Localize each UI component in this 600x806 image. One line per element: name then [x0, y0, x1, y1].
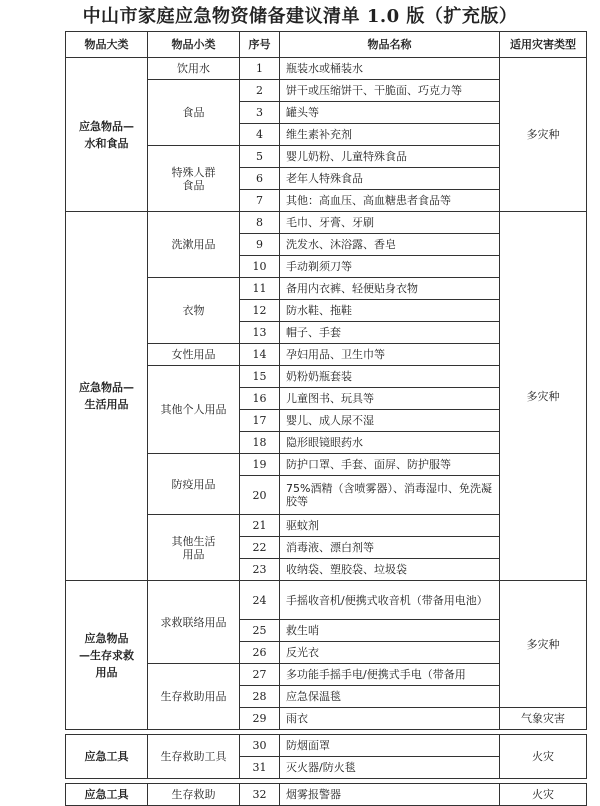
category-living — [66, 212, 148, 581]
item-name: 维生素补充剂 — [280, 124, 500, 146]
item-name: 雨衣 — [280, 708, 500, 730]
disaster-type: 火灾 — [500, 735, 587, 779]
disaster-type: 火灾 — [500, 784, 587, 806]
category-survival — [66, 581, 148, 730]
item-number: 13 — [240, 322, 280, 344]
item-number: 17 — [240, 410, 280, 432]
item-number: 22 — [240, 537, 280, 559]
item-number: 2 — [240, 80, 280, 102]
item-name: 手摇收音机/便携式收音机（带备用电池） — [280, 581, 500, 620]
category-label: 应急物品— 水和食品 — [79, 119, 134, 150]
item-number: 30 — [240, 735, 280, 757]
table-header-row — [66, 32, 587, 58]
subcategory-survival-aid-tool: 生存救助工具 — [148, 735, 240, 779]
item-number: 21 — [240, 515, 280, 537]
category-label: 应急物品 —生存求救 用品 — [79, 631, 134, 679]
item-name: 孕妇用品、卫生巾等 — [280, 344, 500, 366]
disaster-type: 多灾种 — [500, 581, 587, 708]
item-number: 12 — [240, 300, 280, 322]
item-number: 29 — [240, 708, 280, 730]
item-number: 14 — [240, 344, 280, 366]
item-name: 防烟面罩 — [280, 735, 500, 757]
item-number: 19 — [240, 454, 280, 476]
item-number: 1 — [240, 58, 280, 80]
item-number: 7 — [240, 190, 280, 212]
item-name: 瓶装水或桶装水 — [280, 58, 500, 80]
subcategory-drink: 饮用水 — [148, 58, 240, 80]
subcategory-rescue-contact: 求救联络用品 — [148, 581, 240, 664]
header-category: 物品大类 — [66, 32, 148, 58]
item-name: 反光衣 — [280, 642, 500, 664]
subcategory-survival-rescue: 生存救助 — [148, 784, 240, 806]
item-number: 16 — [240, 388, 280, 410]
disaster-type: 多灾种 — [500, 58, 587, 212]
subcategory-epidemic: 防疫用品 — [148, 454, 240, 515]
item-number: 18 — [240, 432, 280, 454]
subcategory-label: 其他生活 用品 — [171, 534, 216, 561]
table-row — [66, 58, 587, 80]
disaster-type: 多灾种 — [500, 212, 587, 581]
header-item-name: 物品名称 — [280, 32, 500, 58]
disaster-type: 气象灾害 — [500, 708, 587, 730]
item-number: 11 — [240, 278, 280, 300]
supply-table — [65, 31, 587, 806]
item-name: 烟雾报警器 — [280, 784, 500, 806]
item-name: 手动剃须刀等 — [280, 256, 500, 278]
header-disaster-type: 适用灾害类型 — [500, 32, 587, 58]
item-name: 儿童图书、玩具等 — [280, 388, 500, 410]
subcategory-special-food — [148, 146, 240, 212]
item-number: 15 — [240, 366, 280, 388]
item-number: 9 — [240, 234, 280, 256]
table-row — [66, 212, 587, 234]
item-name: 其他：高血压、高血糖患者食品等 — [280, 190, 500, 212]
item-name: 罐头等 — [280, 102, 500, 124]
header-number: 序号 — [240, 32, 280, 58]
item-name: 防护口罩、手套、面屏、防护服等 — [280, 454, 500, 476]
category-label: 应急物品— 生活用品 — [79, 381, 134, 411]
subcategory-survival-aid: 生存救助用品 — [148, 664, 240, 730]
item-number: 32 — [240, 784, 280, 806]
item-name: 多功能手摇手电/便携式手电（带备用 — [280, 664, 500, 686]
header-subcategory: 物品小类 — [148, 32, 240, 58]
item-number: 8 — [240, 212, 280, 234]
page-title: 中山市家庭应急物资储备建议清单 1.0 版（扩充版） — [82, 6, 518, 27]
item-number: 31 — [240, 757, 280, 779]
subcategory-clothes: 衣物 — [148, 278, 240, 344]
item-name: 消毒液、漂白剂等 — [280, 537, 500, 559]
item-number: 24 — [240, 581, 280, 620]
category-tools: 应急工具 — [66, 735, 148, 779]
item-number: 25 — [240, 620, 280, 642]
item-name: 防水鞋、拖鞋 — [280, 300, 500, 322]
item-name: 驱蚊剂 — [280, 515, 500, 537]
item-name: 婴儿奶粉、儿童特殊食品 — [280, 146, 500, 168]
item-name: 饼干或压缩饼干、干脆面、巧克力等 — [280, 80, 500, 102]
subcategory-food: 食品 — [148, 80, 240, 146]
item-name: 75%酒精（含喷雾器）、消毒湿巾、免洗凝胶等 — [280, 476, 500, 515]
item-name: 灭火器/防火毯 — [280, 757, 500, 779]
item-name: 奶粉奶瓶套装 — [280, 366, 500, 388]
category-water-food — [66, 58, 148, 212]
subcategory-other-life — [148, 515, 240, 581]
item-name: 婴儿、成人尿不湿 — [280, 410, 500, 432]
item-number: 20 — [240, 476, 280, 515]
item-number: 10 — [240, 256, 280, 278]
subcategory-female: 女性用品 — [148, 344, 240, 366]
subcategory-wash: 洗漱用品 — [148, 212, 240, 278]
item-name: 备用内衣裤、轻便贴身衣物 — [280, 278, 500, 300]
item-name: 老年人特殊食品 — [280, 168, 500, 190]
item-number: 5 — [240, 146, 280, 168]
item-name: 应急保温毯 — [280, 686, 500, 708]
item-name: 洗发水、沐浴露、香皂 — [280, 234, 500, 256]
table-row — [66, 784, 587, 806]
table-row — [66, 735, 587, 757]
item-number: 27 — [240, 664, 280, 686]
item-number: 6 — [240, 168, 280, 190]
item-number: 23 — [240, 559, 280, 581]
item-name: 毛巾、牙膏、牙刷 — [280, 212, 500, 234]
item-name: 帽子、手套 — [280, 322, 500, 344]
table-row — [66, 581, 587, 620]
subcategory-label: 特殊人群 食品 — [171, 165, 216, 192]
item-number: 4 — [240, 124, 280, 146]
item-name: 救生哨 — [280, 620, 500, 642]
category-tools: 应急工具 — [66, 784, 148, 806]
item-number: 26 — [240, 642, 280, 664]
subcategory-personal: 其他个人用品 — [148, 366, 240, 454]
item-name: 隐形眼镜眼药水 — [280, 432, 500, 454]
item-number: 3 — [240, 102, 280, 124]
item-name: 收纳袋、塑胶袋、垃圾袋 — [280, 559, 500, 581]
item-number: 28 — [240, 686, 280, 708]
